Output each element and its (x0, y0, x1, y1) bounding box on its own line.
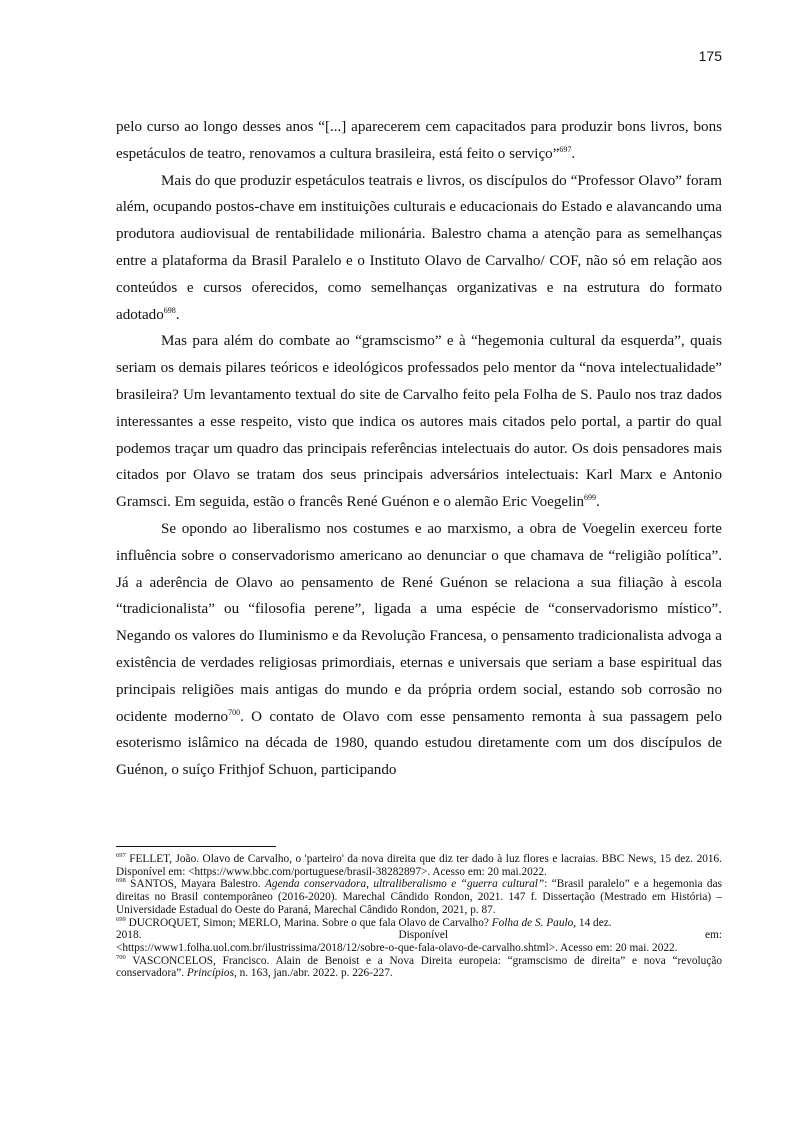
footnote-reference: 697 (559, 144, 572, 154)
footnote (116, 878, 722, 916)
footnote-reference: 700 (228, 707, 241, 717)
paragraph (116, 328, 722, 516)
footnote-separator (116, 846, 276, 847)
italic-title: Princípios (186, 967, 234, 980)
text-run: FELLET, João. Olavo de Carvalho, o 'parteiro' da nova direita que diz ter dado à luz flores e lacraias. BBC News, 15 dez. 2016. Disponível em: <https://www.bbc.com/portuguese/brasil-38282897>. Acesso em: 20 mai.2022. (116, 853, 722, 878)
footnote-number: 700 (116, 953, 126, 961)
paragraph (116, 168, 722, 329)
text-run: , n. 163, jan./abr. 2022. p. 226-227. (233, 967, 393, 980)
page-number: 175 (698, 48, 722, 64)
footnote-availability-line (116, 929, 722, 942)
footnote-number: 698 (116, 877, 126, 885)
text-run: 14 dez. (576, 916, 612, 929)
italic-title: Folha de S. Paulo, (491, 916, 577, 929)
text-run: : “Brasil paralelo” e a hegemonia das direitas no Brasil contemporâneo (2016-2020). Marechal Cândido Rondon, 2021. 147 f. Dissertação (Mestrado em História) – Universidade Estadual do Oeste do Paraná, Marechal Cândido Rondon, 2021, p. 87. (116, 878, 722, 916)
text-run: Mais do que produzir espetáculos teatrais e livros, os discípulos do “Professor Olavo” foram além, ocupando postos-chave em instituições culturais e educacionais do Estado e alavancando uma produtora audiovisual de rentabilidade milionária. Balestro chama a atenção para as semelhanças entre a plataforma da Brasil Paralelo e o Instituto Olavo de Carvalho/ COF, não só em relação aos conteúdos e cursos oferecidos, como semelhanças organizativas e na estrutura do formato adotado (116, 172, 722, 323)
footnote-link-text: <https://www1.folha.uol.com.br/ilustrissima/2018/12/sobre-o-que-fala-olavo-de-carvalho.shtml>. Acesso em: 20 mai. 2022. (116, 941, 678, 954)
text-run: em: (705, 929, 722, 942)
text-run: DUCROQUET, Simon; MERLO, Marina. Sobre o que fala Olavo de Carvalho? (125, 916, 492, 929)
footnote (116, 917, 722, 955)
footnote-number: 699 (116, 915, 126, 923)
text-run: SANTOS, Mayara Balestro. (125, 878, 266, 891)
footnote (116, 853, 722, 878)
footnote-reference: 698 (163, 305, 176, 315)
text-run: VASCONCELOS, Francisco. Alain de Benoist e a Nova Direita europeia: “gramscismo de direita” e nova “revolução conservadora”. (116, 954, 722, 980)
italic-title: Agenda conservadora, ultraliberalismo e “guerra cultural” (265, 878, 545, 891)
text-run: pelo curso ao longo desses anos “[...] aparecerem cem capacitados para produzir bons livros, bons espetáculos de teatro, renovamos a cultura brasileira, está feito o serviço” (116, 119, 722, 162)
text-run: Disponível (398, 929, 449, 942)
text-run: 2018. (116, 929, 142, 942)
text-run: Mas para além do combate ao “gramscismo” e à “hegemonia cultural da esquerda”, quais seriam os demais pilares teóricos e ideológicos professados pelo mentor da “nova intelectualidade” brasileira? Um levantamento textual do site de Carvalho feito pela Folha de S. Paulo nos traz dados interessantes a esse respeito, visto que indica os autores mais citados pelo portal, a partir do qual podemos traçar um quadro das principais referências intelectuais do autor. Os dois pensadores mais citados por Olavo se tratam dos seus principais adversários intelectuais: Karl Marx e Antonio Gramsci. Em seguida, estão o francês René Guénon e o alemão Eric Voegelin (116, 333, 722, 511)
paragraph (116, 516, 722, 784)
footnote-number: 697 (116, 852, 126, 860)
text-run: Se opondo ao liberalismo nos costumes e ao marxismo, a obra de Voegelin exerceu forte influência sobre o conservadorismo americano ao denunciar o que chamava de “religião política”. Já a aderência de Olavo ao pensamento de René Guénon se relaciona a sua filiação à escola “tradicionalista” ou “filosofia perene”, ligada a uma espécie de “conservadorismo místico”. Negando os valores do Iluminismo e da Revolução Francesa, o pensamento tradicionalista advoga a existência de verdades religiosas primordiais, eternas e universais que seriam a base espiritual das principais religiões mais antigas do mundo e da própria ordem social, estando sob corrosão no ocidente moderno (116, 520, 722, 725)
footnotes (116, 853, 722, 980)
text-run: . O contato de Olavo com esse pensamento remonta à sua passagem pelo esoterismo islâmico na década de 1980, quando estudou diretamente com um dos discípulos de Guénon, o suíço Frithjof Schuon, participando (116, 708, 722, 779)
footnote-reference: 699 (584, 493, 597, 503)
paragraph (116, 114, 722, 168)
footnote (116, 955, 722, 980)
text-run: . (596, 494, 600, 511)
body-text (116, 114, 722, 784)
text-run: . (175, 306, 180, 323)
text-run: . (571, 145, 576, 162)
